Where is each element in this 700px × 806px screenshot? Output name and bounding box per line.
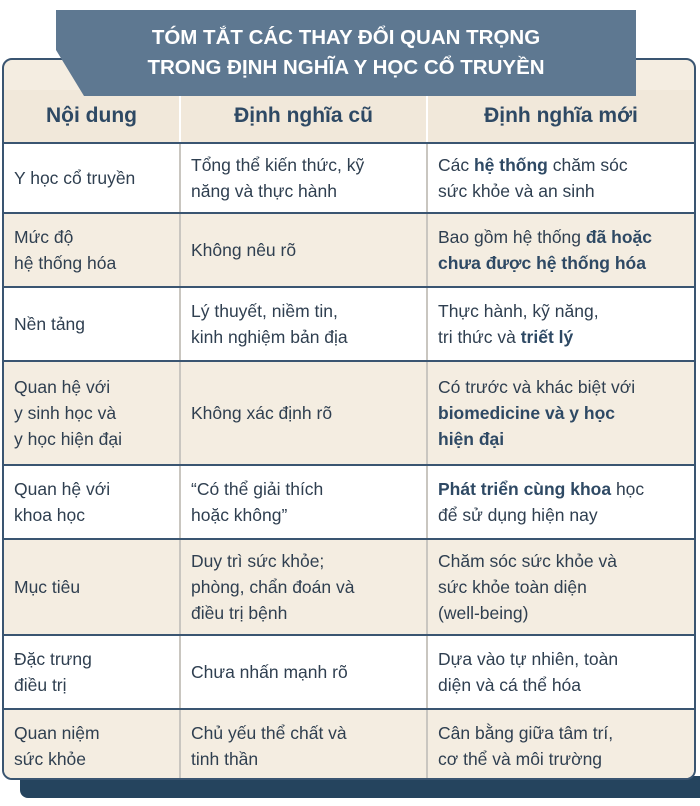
text-segment: học bbox=[611, 479, 645, 499]
cell-line: “Có thể giải thích bbox=[191, 479, 324, 499]
emphasis-text: chưa được hệ thống hóa bbox=[438, 253, 646, 273]
cell-topic bbox=[4, 465, 180, 539]
cell-new-definition bbox=[427, 465, 694, 539]
cell-new-definition bbox=[427, 635, 694, 709]
title-line-2: TRONG ĐỊNH NGHĨA Y HỌC CỔ TRUYỀN bbox=[147, 56, 545, 79]
cell-line: Chưa nhấn mạnh rõ bbox=[191, 662, 348, 682]
table-row bbox=[4, 709, 694, 780]
table-row bbox=[4, 465, 694, 539]
cell-old-definition bbox=[180, 635, 427, 709]
cell-line bbox=[438, 224, 684, 250]
cell-line: hệ thống hóa bbox=[14, 253, 117, 273]
cell-line bbox=[438, 600, 684, 626]
cell-line: Y học cổ truyền bbox=[14, 168, 136, 188]
cell-line: tinh thần bbox=[191, 749, 259, 769]
cell-topic bbox=[4, 361, 180, 465]
cell-line bbox=[438, 672, 684, 698]
emphasis-text: triết lý bbox=[520, 327, 574, 347]
cell-old-definition bbox=[180, 709, 427, 780]
header-new-definition: Định nghĩa mới bbox=[427, 90, 694, 143]
emphasis-text: Phát triển cùng khoa bbox=[438, 479, 612, 499]
text-segment: (well-being) bbox=[438, 603, 529, 623]
comparison-table bbox=[4, 90, 694, 780]
cell-old-definition bbox=[180, 539, 427, 635]
cell-line bbox=[438, 548, 684, 574]
text-segment: Chăm sóc sức khỏe và bbox=[438, 551, 618, 571]
cell-line: Chủ yếu thể chất và bbox=[191, 723, 347, 743]
cell-new-definition bbox=[427, 709, 694, 780]
cell-line: Duy trì sức khỏe; bbox=[191, 551, 325, 571]
cell-line: Mức độ bbox=[14, 227, 74, 247]
cell-old-definition bbox=[180, 213, 427, 287]
cell-line bbox=[438, 250, 684, 276]
text-segment: cơ thể và môi trường bbox=[438, 749, 603, 769]
cell-line bbox=[438, 646, 684, 672]
cell-line: điều trị bbox=[14, 675, 67, 695]
cell-new-definition bbox=[427, 143, 694, 213]
cell-topic bbox=[4, 287, 180, 361]
page-title bbox=[56, 23, 636, 83]
cell-old-definition bbox=[180, 465, 427, 539]
header-old-definition: Định nghĩa cũ bbox=[180, 90, 427, 143]
text-segment: chăm sóc bbox=[547, 155, 628, 175]
text-segment: Các bbox=[438, 155, 474, 175]
cell-line bbox=[438, 400, 684, 426]
text-segment: Dựa vào tự nhiên, toàn bbox=[438, 649, 619, 669]
text-segment: Thực hành, kỹ năng, bbox=[438, 301, 599, 321]
cell-line bbox=[438, 324, 684, 350]
cell-line: Mục tiêu bbox=[14, 577, 81, 597]
text-segment: Có trước và khác biệt với bbox=[438, 377, 636, 397]
cell-line bbox=[438, 476, 684, 502]
cell-line: Đặc trưng bbox=[14, 649, 92, 669]
cell-topic bbox=[4, 709, 180, 780]
cell-line bbox=[438, 502, 684, 528]
text-segment: sức khỏe và an sinh bbox=[438, 181, 595, 201]
cell-line: Không nêu rõ bbox=[191, 240, 297, 260]
emphasis-text: đã hoặc bbox=[585, 227, 653, 247]
cell-line: kinh nghiệm bản địa bbox=[191, 327, 348, 347]
cell-line: Nền tảng bbox=[14, 314, 86, 334]
table-row bbox=[4, 635, 694, 709]
cell-line bbox=[438, 720, 684, 746]
cell-line: năng và thực hành bbox=[191, 181, 337, 201]
cell-line: điều trị bệnh bbox=[191, 603, 288, 623]
text-segment: Bao gồm hệ thống bbox=[438, 227, 586, 247]
cell-topic bbox=[4, 539, 180, 635]
cell-line: Tổng thể kiến thức, kỹ bbox=[191, 155, 365, 175]
cell-new-definition bbox=[427, 213, 694, 287]
cell-line: Không xác định rõ bbox=[191, 403, 333, 423]
cell-old-definition bbox=[180, 361, 427, 465]
table-row bbox=[4, 213, 694, 287]
text-segment: Cân bằng giữa tâm trí, bbox=[438, 723, 614, 743]
cell-line bbox=[438, 374, 684, 400]
cell-line: Quan hệ với bbox=[14, 377, 111, 397]
text-segment: diện và cá thể hóa bbox=[438, 675, 582, 695]
table-row bbox=[4, 143, 694, 213]
cell-line bbox=[438, 746, 684, 772]
summary-table-card bbox=[2, 58, 696, 780]
emphasis-text: biomedicine và y học bbox=[438, 403, 615, 423]
cell-line: hoặc không” bbox=[191, 505, 288, 525]
cell-old-definition bbox=[180, 287, 427, 361]
emphasis-text: hệ thống bbox=[473, 155, 548, 175]
header-topic: Nội dung bbox=[4, 90, 180, 143]
cell-line: khoa học bbox=[14, 505, 86, 525]
cell-new-definition bbox=[427, 539, 694, 635]
cell-line bbox=[438, 152, 684, 178]
title-line-1: TÓM TẮT CÁC THAY ĐỔI QUAN TRỌNG bbox=[151, 26, 541, 49]
cell-old-definition bbox=[180, 143, 427, 213]
cell-line: sức khỏe bbox=[14, 749, 87, 769]
text-segment: sức khỏe toàn diện bbox=[438, 577, 587, 597]
cell-line: y học hiện đại bbox=[14, 429, 122, 449]
cell-topic bbox=[4, 213, 180, 287]
text-segment: để sử dụng hiện nay bbox=[438, 505, 598, 525]
cell-line: y sinh học và bbox=[14, 403, 117, 423]
cell-line: phòng, chẩn đoán và bbox=[191, 577, 355, 597]
cell-new-definition bbox=[427, 287, 694, 361]
header-row bbox=[4, 90, 694, 143]
table-row bbox=[4, 361, 694, 465]
table-row bbox=[4, 287, 694, 361]
cell-line: Quan hệ với bbox=[14, 479, 111, 499]
cell-topic bbox=[4, 635, 180, 709]
cell-line bbox=[438, 426, 684, 452]
cell-new-definition bbox=[427, 361, 694, 465]
emphasis-text: hiện đại bbox=[438, 429, 505, 449]
cell-line: Quan niệm bbox=[14, 723, 100, 743]
cell-line bbox=[438, 298, 684, 324]
cell-topic bbox=[4, 143, 180, 213]
text-segment: tri thức và bbox=[438, 327, 521, 347]
cell-line bbox=[438, 574, 684, 600]
table-row bbox=[4, 539, 694, 635]
cell-line bbox=[438, 178, 684, 204]
cell-line: Lý thuyết, niềm tin, bbox=[191, 301, 338, 321]
